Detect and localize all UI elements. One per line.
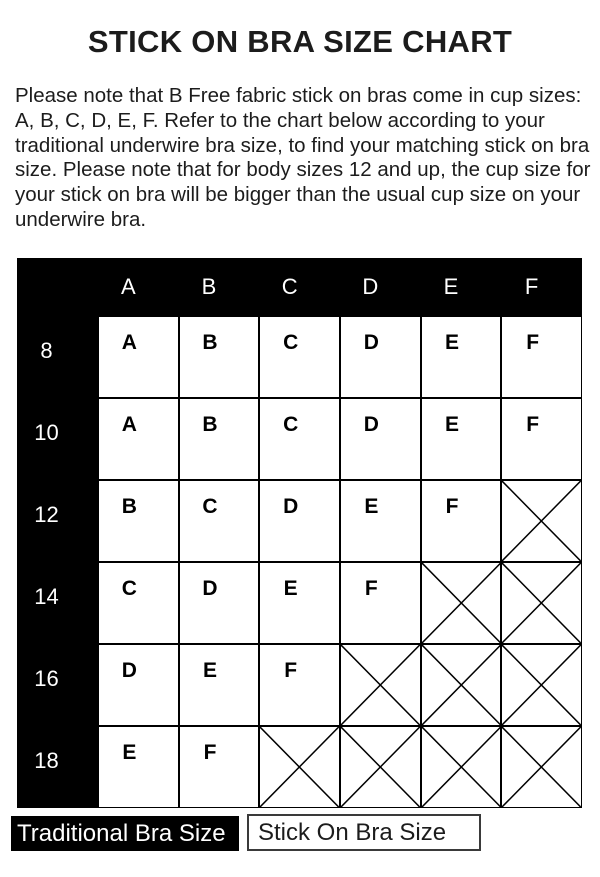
cell-size-letter: D [121, 659, 137, 682]
cell-18-e-crossed [421, 726, 502, 808]
cell-8-c [259, 316, 340, 398]
row-header-16 [17, 644, 98, 726]
cell-14-a [98, 562, 179, 644]
cell-12-e [421, 480, 502, 562]
crossed-out-icon [502, 727, 581, 807]
cell-10-d [340, 398, 421, 480]
cell-14-e-crossed [421, 562, 502, 644]
cell-10-b [179, 398, 260, 480]
row-header-18 [17, 726, 98, 808]
cell-16-e-crossed [421, 644, 502, 726]
column-header-label: C [281, 274, 298, 299]
row-header-12 [17, 480, 98, 562]
intro-line: traditional underwire bra size, to find your matching stick on bra [15, 133, 590, 157]
cell-16-f-crossed [501, 644, 582, 726]
cell-14-f-crossed [501, 562, 582, 644]
cell-14-d [340, 562, 421, 644]
cell-size-letter: A [121, 413, 137, 436]
cell-12-f-crossed [501, 480, 582, 562]
cell-18-d-crossed [340, 726, 421, 808]
cell-14-c [259, 562, 340, 644]
cell-size-letter: D [283, 495, 299, 518]
cell-size-letter: E [444, 331, 459, 354]
cell-size-letter: E [444, 413, 459, 436]
column-header-d [340, 258, 421, 316]
intro-line: A, B, C, D, E, F. Refer to the chart below according to your [15, 108, 545, 132]
row-header-14 [17, 562, 98, 644]
size-chart-table [17, 258, 582, 808]
cell-8-f [501, 316, 582, 398]
column-header-f [501, 258, 582, 316]
crossed-out-icon [422, 727, 501, 807]
crossed-out-icon [422, 563, 501, 643]
cell-size-letter: F [526, 413, 540, 436]
cell-size-letter: C [202, 495, 218, 518]
cell-18-a [98, 726, 179, 808]
cell-size-letter: C [121, 577, 137, 600]
cell-size-letter: F [284, 659, 298, 682]
row-header-label: 8 [40, 338, 53, 363]
cell-size-letter: B [202, 331, 218, 354]
cell-10-f [501, 398, 582, 480]
cell-10-a [98, 398, 179, 480]
cell-12-b [179, 480, 260, 562]
cell-14-b [179, 562, 260, 644]
column-header-a [98, 258, 179, 316]
intro-line: size. Please note that for body sizes 12 and up, the cup size for [15, 158, 591, 182]
column-header-e [421, 258, 502, 316]
cell-size-letter: B [121, 495, 137, 518]
cell-16-d-crossed [340, 644, 421, 726]
cell-size-letter: D [363, 413, 379, 436]
row-header-8 [17, 316, 98, 398]
cell-size-letter: F [445, 495, 459, 518]
cell-size-letter: F [526, 331, 540, 354]
legend-traditional-bra-size: Traditional Bra Size [11, 816, 239, 851]
cell-8-e [421, 316, 502, 398]
cell-8-b [179, 316, 260, 398]
cell-size-letter: E [364, 495, 379, 518]
column-header-label: F [524, 274, 539, 299]
cell-12-a [98, 480, 179, 562]
cell-size-letter: A [121, 331, 137, 354]
intro-line: Please note that B Free fabric stick on bras come in cup sizes: [15, 84, 582, 107]
cell-18-c-crossed [259, 726, 340, 808]
cell-18-f-crossed [501, 726, 582, 808]
column-header-label: B [201, 274, 217, 299]
intro-paragraph [15, 84, 595, 233]
cell-size-letter: E [283, 577, 298, 600]
crossed-out-icon [341, 727, 420, 807]
cell-8-a [98, 316, 179, 398]
crossed-out-icon [502, 563, 581, 643]
cell-size-letter: F [364, 577, 378, 600]
cell-size-letter: C [283, 331, 299, 354]
row-header-label: 12 [34, 502, 59, 527]
legend [11, 814, 481, 851]
cell-size-letter: C [283, 413, 299, 436]
crossed-out-icon [422, 645, 501, 725]
row-header-label: 18 [34, 748, 59, 773]
crossed-out-icon [502, 645, 581, 725]
cell-16-c [259, 644, 340, 726]
crossed-out-icon [502, 481, 581, 561]
cell-size-letter: D [202, 577, 218, 600]
cell-size-letter: D [363, 331, 379, 354]
crossed-out-icon [341, 645, 420, 725]
column-header-c [259, 258, 340, 316]
intro-line: your stick on bra will be bigger than the usual cup size on your [15, 183, 581, 207]
column-header-label: D [362, 274, 379, 299]
cell-12-c [259, 480, 340, 562]
legend-stick-on-bra-size: Stick On Bra Size [247, 814, 481, 851]
crossed-out-icon [260, 727, 339, 807]
cell-16-a [98, 644, 179, 726]
cell-12-d [340, 480, 421, 562]
cell-size-letter: B [202, 413, 218, 436]
table-corner [17, 258, 98, 316]
cell-18-b [179, 726, 260, 808]
row-header-label: 10 [34, 420, 59, 445]
row-header-10 [17, 398, 98, 480]
page-title: STICK ON BRA SIZE CHART [87, 24, 513, 59]
column-header-label: A [120, 274, 136, 299]
cell-10-e [421, 398, 502, 480]
cell-size-letter: F [203, 741, 217, 764]
cell-16-b [179, 644, 260, 726]
intro-line: underwire bra. [15, 207, 147, 231]
cell-10-c [259, 398, 340, 480]
row-header-label: 16 [34, 666, 59, 691]
column-header-b [179, 258, 260, 316]
row-header-label: 14 [34, 584, 59, 609]
cell-size-letter: E [122, 741, 137, 764]
column-header-label: E [443, 274, 459, 299]
cell-8-d [340, 316, 421, 398]
cell-size-letter: E [202, 659, 217, 682]
